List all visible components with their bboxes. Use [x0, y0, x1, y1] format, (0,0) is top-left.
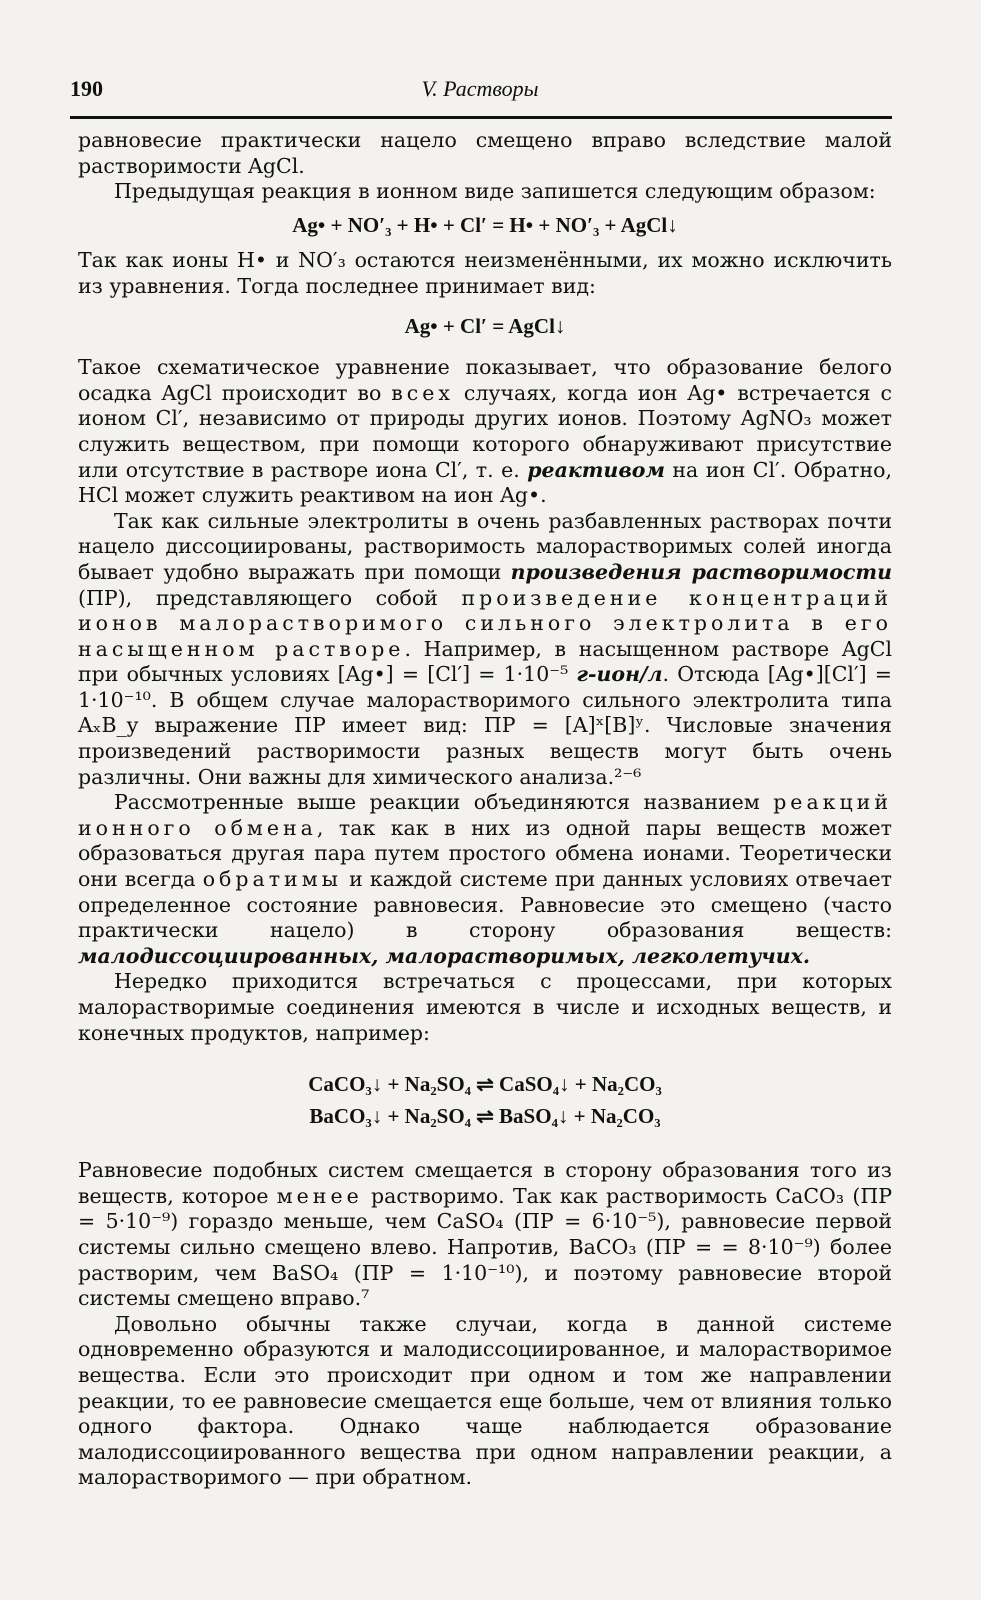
spaced-emphasis: произведение концентраций ионов малорастворимого сильного электролита в его насыщенном растворе: [78, 585, 892, 661]
page-body: [78, 128, 892, 1491]
equation-block: [78, 1068, 892, 1132]
paragraph-2: Предыдущая реакция в ионном виде запишется следующим образом:: [114, 179, 876, 204]
spaced-emphasis: обратимы: [202, 867, 342, 892]
spaced-emphasis: менее: [276, 1183, 363, 1208]
text-run: Так как сильные электролиты в очень разбавленных растворах почти нацело диссоциированы, растворимость малорастворимых солей иногда бывает удобно выражать при помощи: [78, 508, 892, 584]
paragraph-9: Довольно обычны также случаи, когда в данной системе одновременно образуются и малодиссоциированное, и малорастворимое вещества. Если это происходит при одном и том же направлении реакции, то ее равновесие смещается еще больше, чем от влияния только одного фактора. Однако чаще наблюдается образование малодиссоциированного вещества при одном направлении реакции, а малорастворимого — при обратном.: [78, 1311, 892, 1490]
paragraph-7: Нередко приходится встречаться с процессами, при которых малорастворимые соединения имеются в числе и исходных веществ, и конечных продуктов, например:: [78, 969, 892, 1045]
text-run: . Например, в насыщенном растворе AgCl при обычных условиях [Ag•] = [Cl′] = 1·10⁻⁵: [78, 636, 892, 687]
equation-1: Ag• + NO′₃ + H• + Cl′ = H• + NO′₃ + AgCl↓: [292, 212, 678, 237]
spaced-emphasis: всех: [391, 380, 454, 405]
equation-4: BaCO₃↓ + Na₂SO₄ ⇌ BaSO₄↓ + Na₂CO₃: [309, 1104, 661, 1129]
text-run: Рассмотренные выше реакции объединяются названием: [114, 790, 774, 815]
text-run: . Отсюда [Ag•][Cl′] = 1·10⁻¹⁰. В общем случае малорастворимого сильного электролита типа AₓB_y выражение ПР имеет вид: ПР = [A]ˣ[B]ʸ. Числовые значения произведений растворимости разных веществ могут быть очень различны. Они важны для химического анализа.²⁻⁶: [78, 662, 892, 789]
italic-term: реактивом: [527, 457, 665, 482]
equation-3: CaCO₃↓ + Na₂SO₄ ⇌ CaSO₄↓ + Na₂CO₃: [308, 1072, 662, 1097]
text-run: , так как в них из одной пары веществ может образоваться другая пара путем простого обмена ионами. Теоретически они всегда: [78, 815, 893, 892]
paragraph-8: [78, 1158, 892, 1312]
text-run: и каждой системе при данных условиях отвечает определенное состояние равновесия. Равновесие это смещено (часто практически нацело) в сторону образования веществ:: [78, 867, 892, 943]
italic-term: г-ион/л: [576, 662, 663, 687]
paragraph-1: равновесие практически нацело смещено вправо вследствие малой растворимости AgCl.: [78, 128, 892, 178]
running-title: V. Растворы: [421, 76, 539, 101]
text-run: Такое схематическое уравнение показывает, что образование белого осадка AgCl происходит во: [78, 355, 892, 405]
italic-term: малодиссоциированных, малорастворимых, легколетучих.: [78, 943, 811, 968]
header-rule: [70, 116, 892, 119]
equation-2: Ag• + Cl′ = AgCl↓: [404, 313, 566, 338]
text-run: растворимо. Так как растворимость CaCO₃ (ПР = 5·10⁻⁹) гораздо меньше, чем CaSO₄ (ПР = 6·10⁻⁵), равновесие первой системы сильно смещено влево. Напротив, BaCO₃ (ПР = = 8·10⁻⁹) более растворим, чем BaSO₄ (ПР = 1·10⁻¹⁰), и поэтому равновесие второй системы смещено вправо.⁷: [78, 1183, 892, 1311]
text-run: на ион Cl′. Обратно, HCl может служить реактивом на ион Ag•.: [78, 457, 892, 508]
page-header: [70, 76, 890, 106]
text-run: (ПР), представляющего собой: [78, 585, 462, 610]
text-run: Равновесие подобных систем смещается в сторону образования того из веществ, которое: [78, 1158, 892, 1208]
paragraph-5: [78, 509, 892, 791]
paragraph-4: [78, 355, 892, 509]
italic-term: произведения растворимости: [510, 559, 892, 584]
paragraph-3: Так как ионы H• и NO′₃ остаются неизменёнными, их можно исключить из уравнения. Тогда последнее принимает вид:: [78, 248, 892, 298]
page-number: 190: [70, 76, 103, 101]
paragraph-6: [78, 790, 892, 969]
text-run: случаях, когда ион Ag• встречается с ионом Cl′, независимо от природы других ионов. Поэтому AgNO₃ может служить веществом, при помощи которого обнаруживают присутствие или отсутствие в растворе иона Cl′, т. е.: [78, 380, 892, 482]
spaced-emphasis: реакций ионного обмена: [78, 790, 892, 840]
